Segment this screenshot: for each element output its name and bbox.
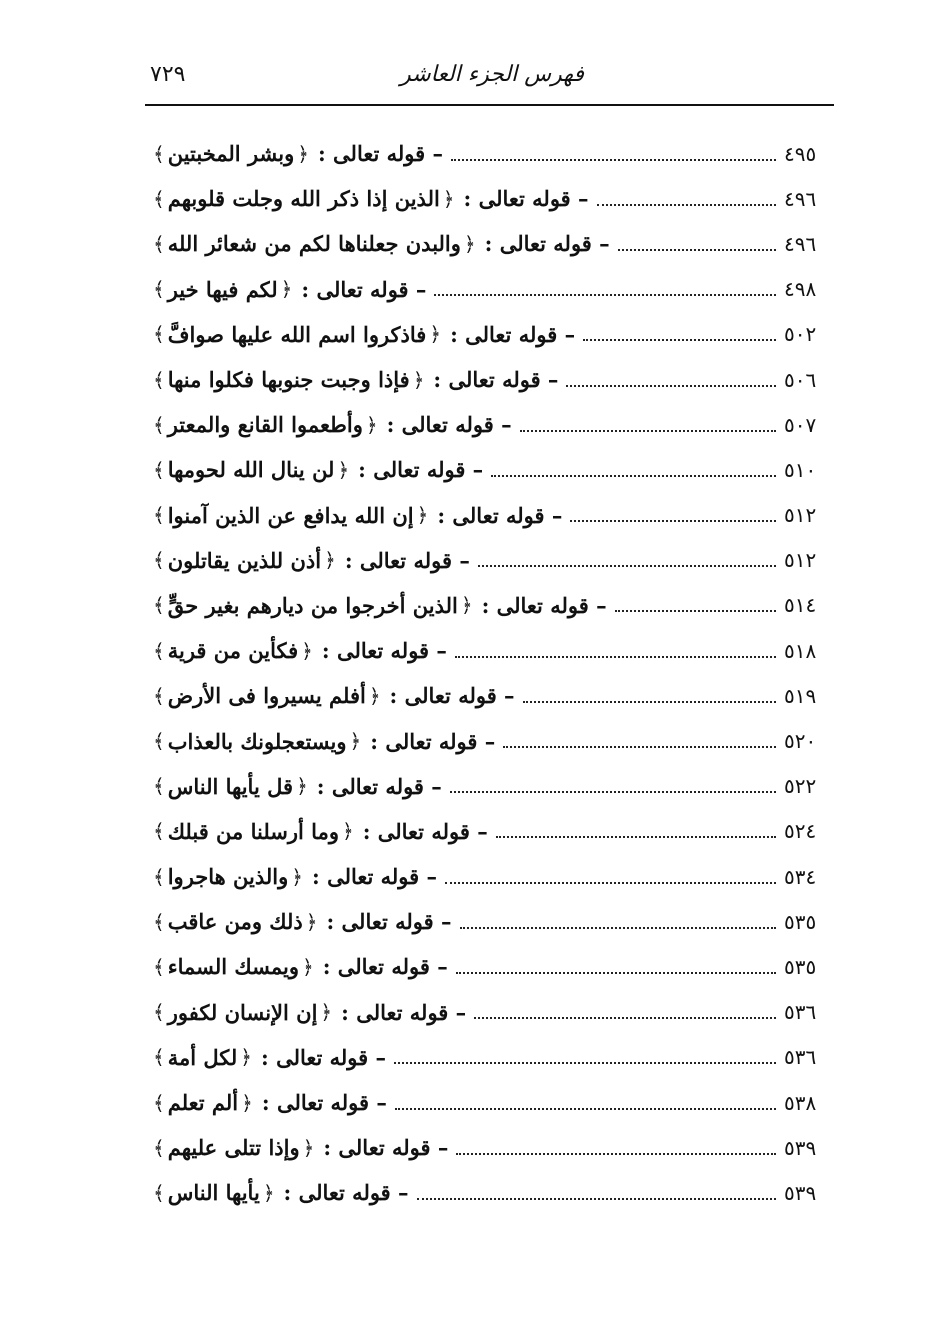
quran-bracket-close-icon: ﴾ bbox=[153, 729, 165, 754]
header-rule bbox=[145, 104, 834, 106]
dot-leader bbox=[491, 475, 776, 477]
verse-text: والبدن جعلناها لكم من شعائر الله bbox=[167, 231, 461, 257]
verse-text: لن ينال الله لحومها bbox=[167, 457, 335, 483]
page-reference: ٥٢٢ bbox=[784, 774, 817, 799]
entry-prefix: – قوله تعالى : bbox=[344, 547, 470, 573]
quran-bracket-open-icon: ﴿ bbox=[368, 683, 381, 708]
dot-leader bbox=[570, 520, 776, 522]
entry-line bbox=[150, 231, 610, 257]
quran-bracket-open-icon: ﴿ bbox=[365, 412, 378, 437]
quran-bracket-close-icon: ﴾ bbox=[153, 141, 165, 166]
quran-bracket-close-icon: ﴾ bbox=[153, 774, 165, 799]
quran-bracket-close-icon: ﴾ bbox=[153, 954, 165, 979]
verse-text: الذين أخرجوا من ديارهم بغير حقٍّ bbox=[167, 592, 458, 618]
verse-text: ألم تعلم bbox=[167, 1090, 239, 1116]
verse-text: ذلك ومن عاقب bbox=[167, 909, 303, 935]
dot-leader bbox=[597, 204, 776, 206]
page-reference: ٥٣٥ bbox=[784, 909, 817, 934]
quran-bracket-close-icon: ﴾ bbox=[153, 186, 165, 211]
page-reference: ٥٣٩ bbox=[784, 1180, 817, 1205]
page-reference: ٥٣٨ bbox=[784, 1090, 817, 1115]
verse-text: إن الإنسان لكفور bbox=[167, 999, 318, 1025]
quran-bracket-open-icon: ﴿ bbox=[463, 231, 476, 256]
entry-prefix: – قوله تعالى : bbox=[283, 1180, 409, 1206]
entry-line bbox=[150, 457, 484, 483]
verse-text: فاذكروا اسم الله عليها صوافَّ bbox=[167, 321, 427, 347]
entry-prefix: – قوله تعالى : bbox=[370, 728, 496, 754]
entry-prefix: – قوله تعالى : bbox=[437, 502, 563, 528]
index-entry bbox=[150, 718, 832, 763]
entry-prefix: – قوله تعالى : bbox=[321, 638, 447, 664]
entry-prefix: – قوله تعالى : bbox=[463, 186, 589, 212]
quran-bracket-close-icon: ﴾ bbox=[153, 909, 165, 934]
verse-text: وإذا تتلى عليهم bbox=[167, 1135, 300, 1161]
quran-bracket-open-icon: ﴿ bbox=[301, 638, 313, 663]
entry-prefix: – قوله تعالى : bbox=[450, 321, 576, 347]
quran-bracket-open-icon: ﴿ bbox=[324, 548, 336, 573]
quran-bracket-close-icon: ﴾ bbox=[153, 231, 165, 256]
verse-text: وما أرسلنا من قبلك bbox=[167, 818, 339, 844]
entry-prefix: – قوله تعالى : bbox=[481, 592, 607, 618]
dot-leader bbox=[478, 565, 776, 567]
index-entry bbox=[150, 899, 832, 944]
index-entry bbox=[150, 628, 832, 673]
entry-line bbox=[150, 367, 559, 393]
entry-line bbox=[150, 321, 576, 347]
page-reference: ٥٣٥ bbox=[784, 954, 817, 979]
entry-prefix: – قوله تعالى : bbox=[261, 1090, 387, 1116]
page-reference: ٥١٩ bbox=[784, 683, 817, 708]
page-reference: ٥١٢ bbox=[784, 503, 817, 528]
index-entry bbox=[150, 312, 832, 357]
page-reference: ٥٣٩ bbox=[784, 1135, 817, 1160]
index-entry bbox=[150, 176, 832, 221]
entry-prefix: – قوله تعالى : bbox=[341, 999, 467, 1025]
quran-bracket-open-icon: ﴿ bbox=[349, 729, 362, 754]
index-entry bbox=[150, 538, 832, 583]
quran-bracket-open-icon: ﴿ bbox=[429, 322, 442, 347]
quran-bracket-open-icon: ﴿ bbox=[241, 1090, 253, 1115]
quran-bracket-open-icon: ﴿ bbox=[305, 909, 318, 934]
entry-line bbox=[150, 1090, 387, 1116]
page-reference: ٥٠٦ bbox=[784, 367, 817, 392]
quran-bracket-open-icon: ﴿ bbox=[240, 1045, 252, 1070]
dot-leader bbox=[451, 159, 776, 161]
dot-leader bbox=[496, 836, 776, 838]
dot-leader bbox=[474, 1017, 776, 1019]
index-entry bbox=[150, 1170, 832, 1215]
entry-prefix: – قوله تعالى : bbox=[386, 412, 512, 438]
entry-prefix: – قوله تعالى : bbox=[433, 367, 559, 393]
entry-line bbox=[150, 502, 563, 528]
entry-line bbox=[150, 818, 488, 844]
dot-leader bbox=[503, 746, 776, 748]
entry-line bbox=[150, 412, 512, 438]
quran-bracket-close-icon: ﴾ bbox=[153, 593, 165, 618]
page-reference: ٥١٨ bbox=[784, 638, 817, 663]
entry-line bbox=[150, 592, 607, 618]
page-reference: ٥١٢ bbox=[784, 548, 817, 573]
verse-text: إن الله يدافع عن الذين آمنوا bbox=[167, 502, 414, 528]
entry-prefix: – قوله تعالى : bbox=[322, 954, 448, 980]
quran-bracket-open-icon: ﴿ bbox=[301, 954, 314, 979]
entry-prefix: – قوله تعالى : bbox=[389, 683, 515, 709]
quran-bracket-close-icon: ﴾ bbox=[153, 1000, 165, 1025]
entry-line bbox=[150, 864, 438, 890]
dot-leader bbox=[520, 430, 776, 432]
dot-leader bbox=[460, 927, 777, 929]
verse-text: ويمسك السماء bbox=[167, 954, 299, 980]
index-entry bbox=[150, 673, 832, 718]
entry-line bbox=[150, 683, 515, 709]
quran-bracket-close-icon: ﴾ bbox=[153, 683, 165, 708]
running-title: فهرس الجزء العاشر bbox=[400, 62, 584, 87]
quran-bracket-open-icon: ﴿ bbox=[320, 1000, 333, 1025]
quran-bracket-open-icon: ﴿ bbox=[302, 1135, 315, 1160]
index-entry bbox=[150, 1035, 832, 1080]
quran-bracket-open-icon: ﴿ bbox=[460, 593, 473, 618]
quran-bracket-close-icon: ﴾ bbox=[153, 1090, 165, 1115]
page-reference: ٥٣٦ bbox=[784, 1045, 817, 1070]
dot-leader bbox=[566, 385, 776, 387]
entry-prefix: – قوله تعالى : bbox=[358, 457, 484, 483]
entry-line bbox=[150, 638, 447, 664]
dot-leader bbox=[445, 882, 776, 884]
dot-leader bbox=[456, 1153, 776, 1155]
quran-bracket-open-icon: ﴿ bbox=[337, 457, 350, 482]
verse-index-list bbox=[150, 131, 832, 1216]
verse-text: وبشر المخبتين bbox=[167, 141, 295, 167]
quran-bracket-open-icon: ﴿ bbox=[296, 774, 308, 799]
quran-bracket-close-icon: ﴾ bbox=[153, 638, 165, 663]
page-reference: ٥١٤ bbox=[784, 593, 817, 618]
dot-leader bbox=[456, 972, 776, 974]
dot-leader bbox=[450, 791, 776, 793]
entry-line bbox=[150, 1135, 449, 1161]
quran-bracket-close-icon: ﴾ bbox=[153, 457, 165, 482]
verse-text: وأطعموا القانع والمعتر bbox=[167, 412, 363, 438]
quran-bracket-open-icon: ﴿ bbox=[341, 819, 354, 844]
quran-bracket-open-icon: ﴿ bbox=[416, 503, 429, 528]
entry-line bbox=[150, 141, 443, 167]
dot-leader bbox=[583, 339, 776, 341]
verse-text: لكل أمة bbox=[167, 1044, 238, 1070]
verse-text: يأيها الناس bbox=[167, 1180, 260, 1206]
page-header bbox=[150, 52, 834, 102]
dot-leader bbox=[394, 1062, 776, 1064]
page-number: ٧٢٩ bbox=[150, 62, 186, 87]
index-entry bbox=[150, 1080, 832, 1125]
page-reference: ٤٩٥ bbox=[784, 141, 817, 166]
quran-bracket-close-icon: ﴾ bbox=[153, 277, 165, 302]
dot-leader bbox=[417, 1198, 776, 1200]
quran-bracket-close-icon: ﴾ bbox=[153, 322, 165, 347]
entry-line bbox=[150, 999, 467, 1025]
index-entry bbox=[150, 357, 832, 402]
page-reference: ٤٩٦ bbox=[784, 231, 817, 256]
entry-prefix: – قوله تعالى : bbox=[484, 231, 610, 257]
verse-text: أذن للذين يقاتلون bbox=[167, 547, 322, 573]
verse-text: لكم فيها خير bbox=[167, 276, 278, 302]
dot-leader bbox=[523, 701, 776, 703]
entry-prefix: – قوله تعالى : bbox=[326, 909, 452, 935]
index-entry bbox=[150, 944, 832, 989]
quran-bracket-open-icon: ﴿ bbox=[412, 367, 425, 392]
dot-leader bbox=[434, 294, 776, 296]
index-entry bbox=[150, 583, 832, 628]
dot-leader bbox=[618, 249, 776, 251]
quran-bracket-open-icon: ﴿ bbox=[291, 864, 303, 889]
entry-prefix: – قوله تعالى : bbox=[312, 864, 438, 890]
quran-bracket-close-icon: ﴾ bbox=[153, 864, 165, 889]
entry-prefix: – قوله تعالى : bbox=[301, 276, 427, 302]
verse-text: والذين هاجروا bbox=[167, 864, 289, 890]
index-entry bbox=[150, 990, 832, 1035]
index-entry bbox=[150, 221, 832, 266]
verse-text: الذين إذا ذكر الله وجلت قلوبهم bbox=[167, 186, 440, 212]
entry-line bbox=[150, 186, 589, 212]
entry-line bbox=[150, 547, 470, 573]
quran-bracket-open-icon: ﴿ bbox=[442, 186, 455, 211]
verse-text: فإذا وجبت جنوبها فكلوا منها bbox=[167, 367, 410, 393]
entry-prefix: – قوله تعالى : bbox=[362, 818, 488, 844]
page-reference: ٤٩٦ bbox=[784, 186, 817, 211]
index-entry bbox=[150, 764, 832, 809]
quran-bracket-close-icon: ﴾ bbox=[153, 1045, 165, 1070]
index-entry bbox=[150, 447, 832, 492]
page-reference: ٤٩٨ bbox=[784, 277, 817, 302]
index-entry bbox=[150, 402, 832, 447]
quran-bracket-close-icon: ﴾ bbox=[153, 548, 165, 573]
dot-leader bbox=[615, 610, 776, 612]
page-reference: ٥٠٧ bbox=[784, 412, 817, 437]
verse-text: فكأين من قرية bbox=[167, 638, 299, 664]
index-entry bbox=[150, 267, 832, 312]
quran-bracket-close-icon: ﴾ bbox=[153, 503, 165, 528]
index-entry bbox=[150, 854, 832, 899]
verse-text: ويستعجلونك بالعذاب bbox=[167, 728, 347, 754]
quran-bracket-open-icon: ﴿ bbox=[280, 277, 293, 302]
dot-leader bbox=[455, 656, 776, 658]
quran-bracket-close-icon: ﴾ bbox=[153, 412, 165, 437]
index-entry bbox=[150, 1125, 832, 1170]
page-reference: ٥١٠ bbox=[784, 457, 817, 482]
entry-line bbox=[150, 954, 448, 980]
page-reference: ٥٢٤ bbox=[784, 819, 817, 844]
entry-line bbox=[150, 773, 442, 799]
entry-prefix: – قوله تعالى : bbox=[323, 1135, 449, 1161]
entry-line bbox=[150, 276, 427, 302]
quran-bracket-close-icon: ﴾ bbox=[153, 1180, 165, 1205]
verse-text: أفلم يسيروا فى الأرض bbox=[167, 683, 366, 709]
index-entry bbox=[150, 809, 832, 854]
index-entry bbox=[150, 493, 832, 538]
entry-line bbox=[150, 909, 452, 935]
quran-bracket-close-icon: ﴾ bbox=[153, 367, 165, 392]
dot-leader bbox=[395, 1108, 776, 1110]
entry-line bbox=[150, 1044, 387, 1070]
page-reference: ٥٣٤ bbox=[784, 864, 817, 889]
page-reference: ٥٠٢ bbox=[784, 322, 817, 347]
index-entry bbox=[150, 131, 832, 176]
page-reference: ٥٣٦ bbox=[784, 1000, 817, 1025]
entry-prefix: – قوله تعالى : bbox=[317, 141, 443, 167]
verse-text: قل يأيها الناس bbox=[167, 773, 294, 799]
entry-prefix: – قوله تعالى : bbox=[261, 1044, 387, 1070]
page-reference: ٥٢٠ bbox=[784, 729, 817, 754]
entry-prefix: – قوله تعالى : bbox=[316, 773, 442, 799]
entry-line bbox=[150, 728, 496, 754]
quran-bracket-open-icon: ﴿ bbox=[297, 141, 309, 166]
quran-bracket-close-icon: ﴾ bbox=[153, 819, 165, 844]
quran-bracket-close-icon: ﴾ bbox=[153, 1135, 165, 1160]
quran-bracket-open-icon: ﴿ bbox=[262, 1180, 275, 1205]
entry-line bbox=[150, 1180, 409, 1206]
